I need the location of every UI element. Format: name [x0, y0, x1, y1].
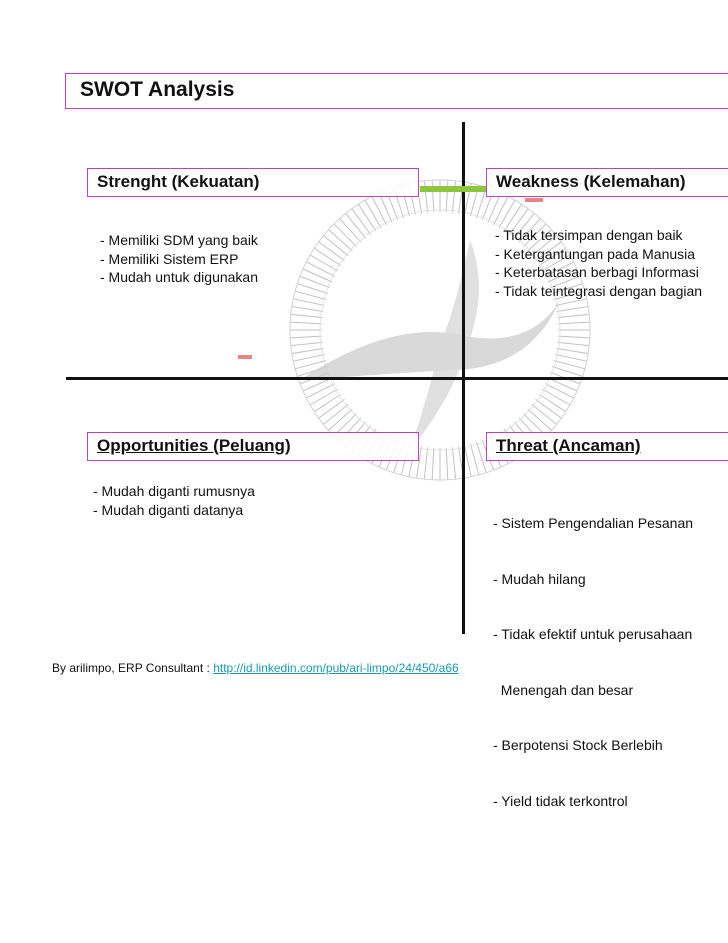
weaknesses-heading-box [486, 168, 728, 197]
footer-credit [52, 661, 459, 675]
list-item: - Ketergantungan pada Manusia [495, 245, 696, 262]
list-item: - Mudah diganti rumusnya [93, 483, 255, 499]
page-title: SWOT Analysis [80, 78, 235, 101]
list-item: - Tidak tersimpan dengan baik [495, 227, 683, 243]
title-box [65, 73, 728, 109]
threats-heading: Threat (Ancaman) [496, 436, 641, 455]
linkedin-link[interactable]: http://id.linkedin.com/pub/ari-limpo/24/450/a66 [213, 661, 459, 675]
list-item: - Mudah untuk digunakan [100, 269, 258, 285]
list-item: - Mudah diganti datanya [93, 501, 244, 518]
horizontal-axis [66, 377, 728, 380]
list-item: Menengah dan besar [493, 681, 634, 698]
opportunities-heading-box [87, 432, 419, 461]
threats-heading-box [486, 432, 728, 461]
list-item: - Memiliki Sistem ERP [100, 250, 239, 267]
strengths-list [100, 231, 258, 287]
strengths-heading: Strenght (Kekuatan) [97, 172, 260, 191]
list-item: - Mudah hilang [493, 570, 586, 587]
list-item: - Tidak efektif untuk perusahaan [493, 626, 693, 642]
list-item: - Tidak teintegrasi dengan bagian [495, 282, 703, 299]
list-item: - Berpotensi Stock Berlebih [493, 737, 663, 753]
weaknesses-list [495, 226, 702, 300]
weaknesses-heading: Weakness (Kelemahan) [496, 172, 686, 191]
list-item: - Sistem Pengendalian Pesanan [493, 515, 694, 531]
opportunities-list [93, 482, 255, 519]
list-item: - Keterbatasan berbagi Informasi [495, 264, 699, 280]
strengths-heading-box [87, 168, 419, 197]
list-item: - Yield tidak terkontrol [493, 792, 628, 809]
threats-list [493, 477, 693, 829]
list-item: - Memiliki SDM yang baik [100, 232, 258, 248]
footer-prefix: By arilimpo, ERP Consultant : [52, 661, 214, 675]
green-accent-bar [420, 186, 486, 192]
opportunities-heading: Opportunities (Peluang) [97, 436, 291, 455]
